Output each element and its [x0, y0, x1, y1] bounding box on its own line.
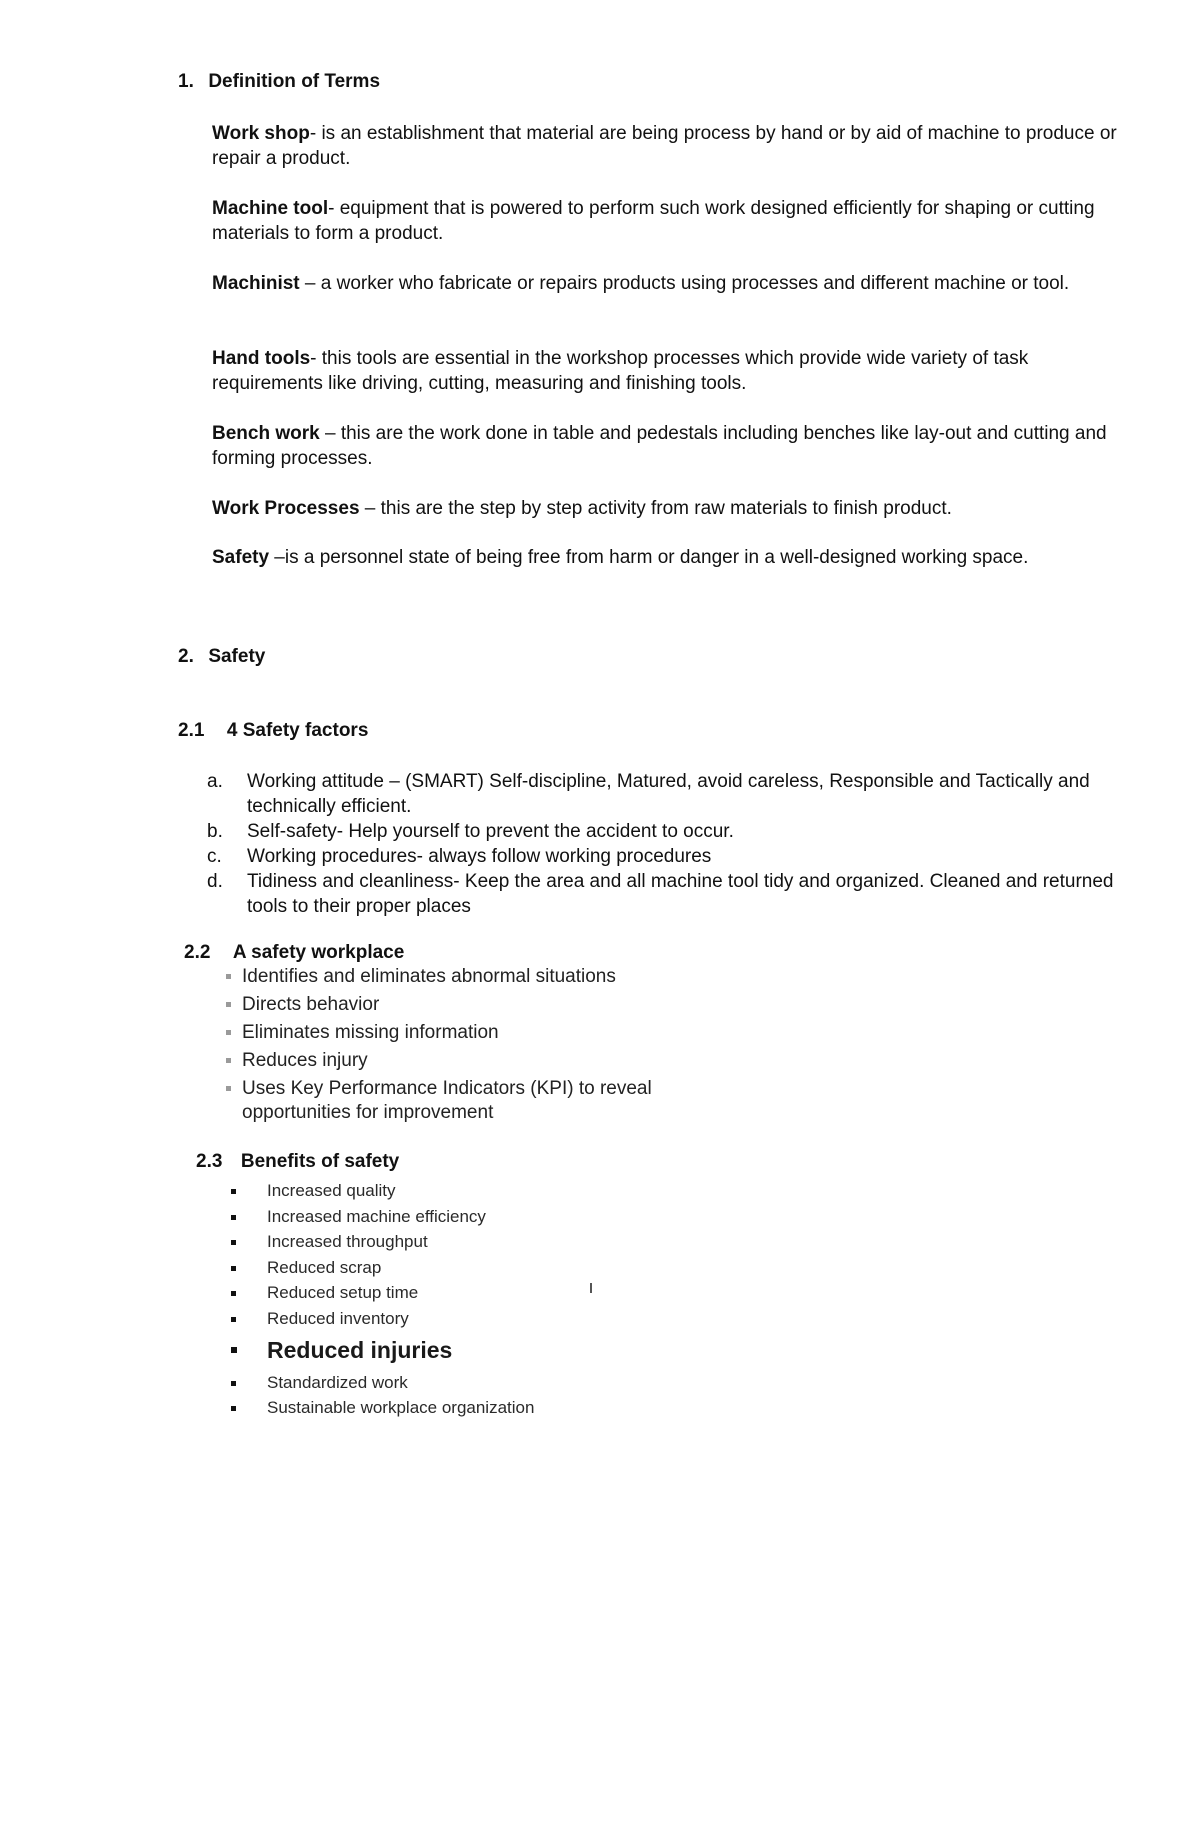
bullet-square-icon: [226, 974, 231, 979]
list-item: [231, 1206, 486, 1228]
bullet-square-icon: [231, 1291, 236, 1296]
bullet-square-icon: [226, 1058, 231, 1063]
list-item-text: Reduced scrap: [267, 1258, 382, 1277]
definition-separator: –: [359, 498, 381, 519]
list-item-text: Reduced injuries: [267, 1337, 453, 1363]
list-item-text: Uses Key Performance Indicators (KPI) to reveal opportunities for improvement: [242, 1078, 652, 1123]
section-1-title: Definition of Terms: [208, 71, 381, 92]
definition-safety: [212, 545, 1132, 570]
list-item-text: Working procedures- always follow working procedures: [247, 846, 712, 867]
definition-work-processes: [212, 496, 1132, 521]
list-item: [231, 1336, 452, 1364]
bullet-square-icon: [226, 1002, 231, 1007]
list-marker: b.: [207, 821, 223, 842]
list-item: [231, 1397, 534, 1419]
section-2-3-heading: [196, 1151, 399, 1173]
section-2-2-heading: [184, 942, 404, 964]
bullet-square-icon: [231, 1381, 236, 1386]
definition-term: Hand tools: [212, 348, 311, 369]
bullet-square-icon: [231, 1189, 236, 1194]
list-item: [207, 769, 1137, 819]
bullet-square-icon: [231, 1240, 236, 1245]
section-2-number: 2.: [178, 646, 194, 667]
section-2-1-heading: [178, 720, 368, 742]
definition-text: this are the step by step activity from raw materials to finish product.: [380, 498, 952, 519]
list-item-text: Increased quality: [267, 1181, 396, 1200]
bullet-square-icon: [226, 1086, 231, 1091]
section-2-1-number: 2.1: [178, 720, 205, 741]
list-item: [231, 1231, 428, 1253]
list-item: [207, 869, 1137, 919]
definition-text: equipment that is powered to perform such work designed efficiently for shaping or cutting materials to form a product.: [212, 198, 1095, 244]
section-1-heading: [178, 71, 380, 93]
definition-bench-work: [212, 421, 1132, 471]
list-item: [226, 1077, 746, 1125]
list-item-text: Sustainable workplace organization: [267, 1398, 535, 1417]
list-item-text: Reduced inventory: [267, 1309, 409, 1328]
bullet-square-icon: [231, 1215, 236, 1220]
bullet-square-icon: [231, 1317, 236, 1322]
section-1-number: 1.: [178, 71, 194, 92]
list-item-text: Reduced setup time: [267, 1283, 419, 1302]
section-2-heading: [178, 646, 265, 668]
definition-separator: -: [328, 198, 340, 219]
list-item-text: Increased machine efficiency: [267, 1207, 486, 1226]
definition-work-shop: [212, 121, 1132, 171]
section-2-3-number: 2.3: [196, 1151, 223, 1172]
definition-hand-tools: [212, 346, 1132, 396]
definition-term: Machine tool: [212, 198, 329, 219]
section-2-2-number: 2.2: [184, 942, 211, 963]
list-item-text: Standardized work: [267, 1373, 408, 1392]
section-2-title: Safety: [208, 646, 266, 667]
list-item-text: Working attitude – (SMART) Self-discipline, Matured, avoid careless, Responsible and Tactically and technically efficient.: [247, 771, 1090, 817]
definition-separator: –: [269, 547, 285, 568]
list-marker: d.: [207, 871, 223, 892]
definition-term: Bench work: [212, 423, 320, 444]
bullet-square-icon: [231, 1347, 237, 1353]
list-item: [231, 1308, 409, 1330]
definition-separator: –: [299, 273, 321, 294]
list-item-text: Tidiness and cleanliness- Keep the area and all machine tool tidy and organized. Cleaned and returned tools to their proper places: [247, 871, 1114, 917]
list-item: [231, 1282, 418, 1304]
list-item-text: Increased throughput: [267, 1232, 428, 1251]
definition-term: Safety: [212, 547, 270, 568]
definition-machinist: [212, 271, 1132, 296]
list-item: [231, 1372, 408, 1394]
definition-text: is an establishment that material are being process by hand or by aid of machine to produce or repair a product.: [212, 123, 1117, 169]
list-item-text: Self-safety- Help yourself to prevent the accident to occur.: [247, 821, 734, 842]
definition-separator: -: [309, 123, 322, 144]
list-item: [231, 1180, 396, 1202]
list-item-text: Identifies and eliminates abnormal situations: [242, 966, 616, 987]
list-item: [226, 965, 616, 989]
bullet-square-icon: [226, 1030, 231, 1035]
section-2-1-title: 4 Safety factors: [226, 720, 369, 741]
definition-text: this tools are essential in the workshop processes which provide wide variety of task requirements like driving, cutting, measuring and finishing tools.: [212, 348, 1029, 394]
definition-text: is a personnel state of being free from harm or danger in a well-designed working space.: [284, 547, 1029, 568]
list-item: [226, 993, 379, 1017]
definition-term: Work shop: [212, 123, 310, 144]
list-marker: a.: [207, 771, 223, 792]
section-2-3-title: Benefits of safety: [240, 1151, 400, 1172]
bullet-square-icon: [231, 1266, 236, 1271]
definition-term: Machinist: [212, 273, 300, 294]
list-item: [226, 1021, 499, 1045]
list-item-text: Directs behavior: [242, 994, 380, 1015]
bullet-square-icon: [231, 1406, 236, 1411]
list-item-text: Reduces injury: [242, 1050, 368, 1071]
section-2-2-title: A safety workplace: [232, 942, 405, 963]
list-item: [207, 819, 1137, 844]
definition-term: Work Processes: [212, 498, 360, 519]
list-marker: c.: [207, 846, 222, 867]
definition-separator: -: [310, 348, 322, 369]
list-item-text: Eliminates missing information: [242, 1022, 499, 1043]
definition-text: this are the work done in table and pedestals including benches like lay-out and cutting and forming processes.: [212, 423, 1107, 469]
list-item: [226, 1049, 368, 1073]
definition-separator: –: [319, 423, 341, 444]
list-item: [207, 844, 1137, 869]
definition-machine-tool: [212, 196, 1132, 246]
list-item: [231, 1257, 381, 1279]
stray-mark: [590, 1283, 592, 1293]
definition-text: a worker who fabricate or repairs products using processes and different machine or tool.: [320, 273, 1070, 294]
